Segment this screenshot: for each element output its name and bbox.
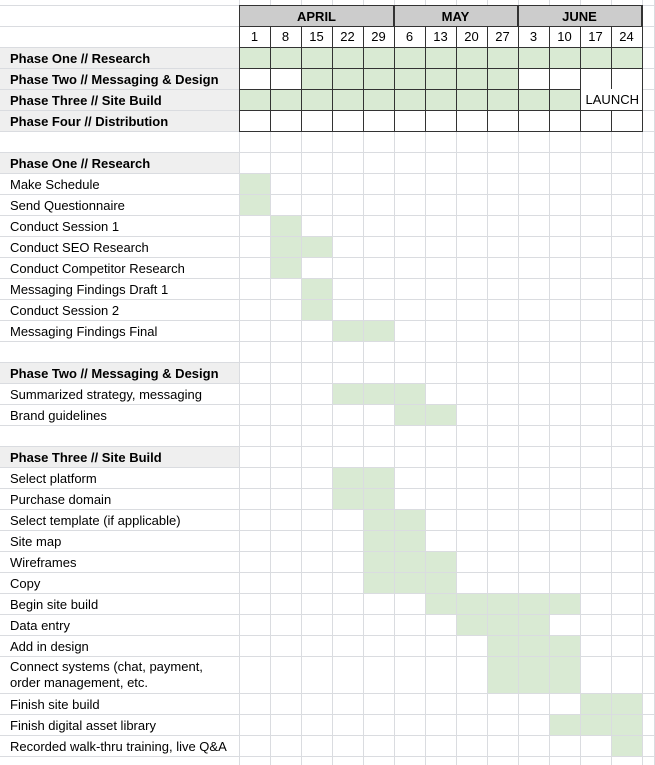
summary-1-week-20-bar <box>456 68 487 89</box>
summary-0-week-13-bar <box>425 47 456 68</box>
task-label: Select platform <box>10 470 97 486</box>
summary-2-week-10-bar <box>549 89 580 110</box>
week-header-10: 10 <box>557 29 572 44</box>
summary-1-week-29-bar <box>363 68 394 89</box>
task-label: Brand guidelines <box>10 407 107 423</box>
task-label: Purchase domain <box>10 491 112 507</box>
task-2-4-week-29-bar <box>363 551 394 572</box>
section-title: Phase One // Research <box>0 153 233 173</box>
gridline-horizontal <box>0 341 655 342</box>
header-border-vertical <box>270 26 271 132</box>
task-2-8-week-10-bar <box>549 635 580 656</box>
task-1-1-week-13-bar <box>425 404 456 425</box>
summary-1-week-15-bar <box>301 68 332 89</box>
summary-0-week-20-bar <box>456 47 487 68</box>
week-header-6: 6 <box>405 29 414 44</box>
task-2-5-week-6-bar <box>394 572 425 593</box>
summary-row-label: Phase One // Research <box>0 48 233 68</box>
task-label: Make Schedule <box>10 176 100 192</box>
header-border-horizontal <box>239 26 643 27</box>
launch-label: LAUNCH <box>580 89 642 110</box>
task-2-10-week-24-bar <box>611 693 642 714</box>
summary-1-week-13-bar <box>425 68 456 89</box>
task-label: Select template (if applicable) <box>10 512 181 528</box>
task-0-6-week-15-bar <box>301 299 332 320</box>
task-2-1-week-29-bar <box>363 488 394 509</box>
task-2-4-week-6-bar <box>394 551 425 572</box>
task-label: Conduct SEO Research <box>10 239 149 255</box>
task-1-0-week-6-bar <box>394 383 425 404</box>
task-2-12-week-24-bar <box>611 735 642 756</box>
task-label: Finish site build <box>10 696 100 712</box>
task-label: Messaging Findings Final <box>10 323 158 339</box>
task-2-7-week-20-bar <box>456 614 487 635</box>
summary-2-week-1-bar <box>239 89 270 110</box>
task-1-0-week-29-bar <box>363 383 394 404</box>
header-border-vertical <box>456 26 457 132</box>
task-label: Conduct Competitor Research <box>10 260 185 276</box>
task-label: Data entry <box>10 617 70 633</box>
header-border-vertical <box>487 26 488 132</box>
summary-2-week-29-bar <box>363 89 394 110</box>
summary-row-label: Phase Four // Distribution <box>0 111 233 131</box>
summary-0-week-24-bar <box>611 47 642 68</box>
task-2-8-week-27-bar <box>487 635 518 656</box>
summary-0-week-22-bar <box>332 47 363 68</box>
header-border-vertical <box>549 26 550 132</box>
header-border-horizontal <box>239 5 643 6</box>
header-border-vertical <box>301 26 302 132</box>
task-label: Finish digital asset library <box>10 717 156 733</box>
task-2-11-week-10-bar <box>549 714 580 735</box>
task-2-2-week-6-bar <box>394 509 425 530</box>
month-header-june: JUNE <box>518 5 642 26</box>
task-label: Wireframes <box>10 554 77 570</box>
header-border-horizontal <box>239 131 643 132</box>
task-0-0-week-1-bar <box>239 173 270 194</box>
task-2-5-week-13-bar <box>425 572 456 593</box>
task-2-7-week-3-bar <box>518 614 549 635</box>
summary-2-week-27-bar <box>487 89 518 110</box>
task-2-9-week-10-bar <box>549 656 580 693</box>
summary-0-week-8-bar <box>270 47 301 68</box>
gridline-horizontal <box>0 425 655 426</box>
summary-0-week-3-bar <box>518 47 549 68</box>
summary-0-week-27-bar <box>487 47 518 68</box>
summary-1-week-27-bar <box>487 68 518 89</box>
task-label: Connect systems (chat, payment, order management, etc. <box>10 659 203 690</box>
summary-2-week-20-bar <box>456 89 487 110</box>
task-2-10-week-17-bar <box>580 693 611 714</box>
task-label: Begin site build <box>10 596 99 612</box>
task-label: Messaging Findings Draft 1 <box>10 281 169 297</box>
summary-0-week-15-bar <box>301 47 332 68</box>
header-border-vertical <box>580 26 581 132</box>
week-header-17: 17 <box>588 29 603 44</box>
summary-2-week-8-bar <box>270 89 301 110</box>
task-0-7-week-29-bar <box>363 320 394 341</box>
week-header-20: 20 <box>464 29 479 44</box>
summary-row-label: Phase Three // Site Build <box>0 90 233 110</box>
week-header-27: 27 <box>495 29 510 44</box>
task-0-5-week-15-bar <box>301 278 332 299</box>
task-label: Conduct Session 1 <box>10 218 120 234</box>
summary-2-week-6-bar <box>394 89 425 110</box>
task-2-9-week-27-bar <box>487 656 518 693</box>
task-0-1-week-1-bar <box>239 194 270 215</box>
week-header-22: 22 <box>340 29 355 44</box>
task-0-2-week-8-bar <box>270 215 301 236</box>
week-header-29: 29 <box>371 29 386 44</box>
task-2-3-week-29-bar <box>363 530 394 551</box>
task-1-0-week-22-bar <box>332 383 363 404</box>
section-title: Phase Three // Site Build <box>0 447 233 467</box>
task-label: Send Questionnaire <box>10 197 125 213</box>
task-0-3-week-15-bar <box>301 236 332 257</box>
task-2-0-week-29-bar <box>363 467 394 488</box>
task-2-11-week-17-bar <box>580 714 611 735</box>
task-2-6-week-27-bar <box>487 593 518 614</box>
task-2-5-week-29-bar <box>363 572 394 593</box>
summary-2-week-13-bar <box>425 89 456 110</box>
summary-2-week-3-bar <box>518 89 549 110</box>
task-2-8-week-3-bar <box>518 635 549 656</box>
week-header-8: 8 <box>281 29 290 44</box>
task-label: Conduct Session 2 <box>10 302 120 318</box>
header-border-horizontal <box>239 47 643 48</box>
summary-0-week-17-bar <box>580 47 611 68</box>
summary-0-week-6-bar <box>394 47 425 68</box>
task-1-1-week-6-bar <box>394 404 425 425</box>
task-label: Site map <box>10 533 62 549</box>
header-border-vertical <box>611 26 612 132</box>
section-title: Phase Two // Messaging & Design <box>0 363 233 383</box>
gridline-horizontal <box>0 756 655 757</box>
task-2-6-week-20-bar <box>456 593 487 614</box>
task-2-0-week-22-bar <box>332 467 363 488</box>
task-2-11-week-24-bar <box>611 714 642 735</box>
summary-0-week-1-bar <box>239 47 270 68</box>
task-0-3-week-8-bar <box>270 236 301 257</box>
task-2-6-week-13-bar <box>425 593 456 614</box>
task-2-3-week-6-bar <box>394 530 425 551</box>
task-2-6-week-3-bar <box>518 593 549 614</box>
task-2-1-week-22-bar <box>332 488 363 509</box>
week-header-13: 13 <box>433 29 448 44</box>
header-border-horizontal <box>239 110 643 111</box>
task-0-7-week-22-bar <box>332 320 363 341</box>
header-border-vertical <box>425 26 426 132</box>
task-label: Recorded walk-thru training, live Q&A <box>10 738 227 754</box>
summary-row-label: Phase Two // Messaging & Design <box>0 69 233 89</box>
header-border-vertical <box>363 26 364 132</box>
summary-0-week-10-bar <box>549 47 580 68</box>
task-2-9-week-3-bar <box>518 656 549 693</box>
week-header-3: 3 <box>529 29 538 44</box>
task-label: Add in design <box>10 638 89 654</box>
summary-2-week-15-bar <box>301 89 332 110</box>
week-header-24: 24 <box>619 29 634 44</box>
task-0-4-week-8-bar <box>270 257 301 278</box>
month-header-may: MAY <box>394 5 518 26</box>
header-border-horizontal <box>239 68 643 69</box>
summary-2-week-22-bar <box>332 89 363 110</box>
task-label: Summarized strategy, messaging <box>10 386 202 402</box>
week-header-15: 15 <box>309 29 324 44</box>
summary-0-week-29-bar <box>363 47 394 68</box>
header-border-vertical <box>332 26 333 132</box>
summary-1-week-22-bar <box>332 68 363 89</box>
week-header-1: 1 <box>250 29 259 44</box>
month-header-april: APRIL <box>239 5 394 26</box>
summary-1-week-6-bar <box>394 68 425 89</box>
task-label: Copy <box>10 575 41 591</box>
task-2-2-week-29-bar <box>363 509 394 530</box>
task-2-6-week-10-bar <box>549 593 580 614</box>
task-2-7-week-27-bar <box>487 614 518 635</box>
task-2-4-week-13-bar <box>425 551 456 572</box>
